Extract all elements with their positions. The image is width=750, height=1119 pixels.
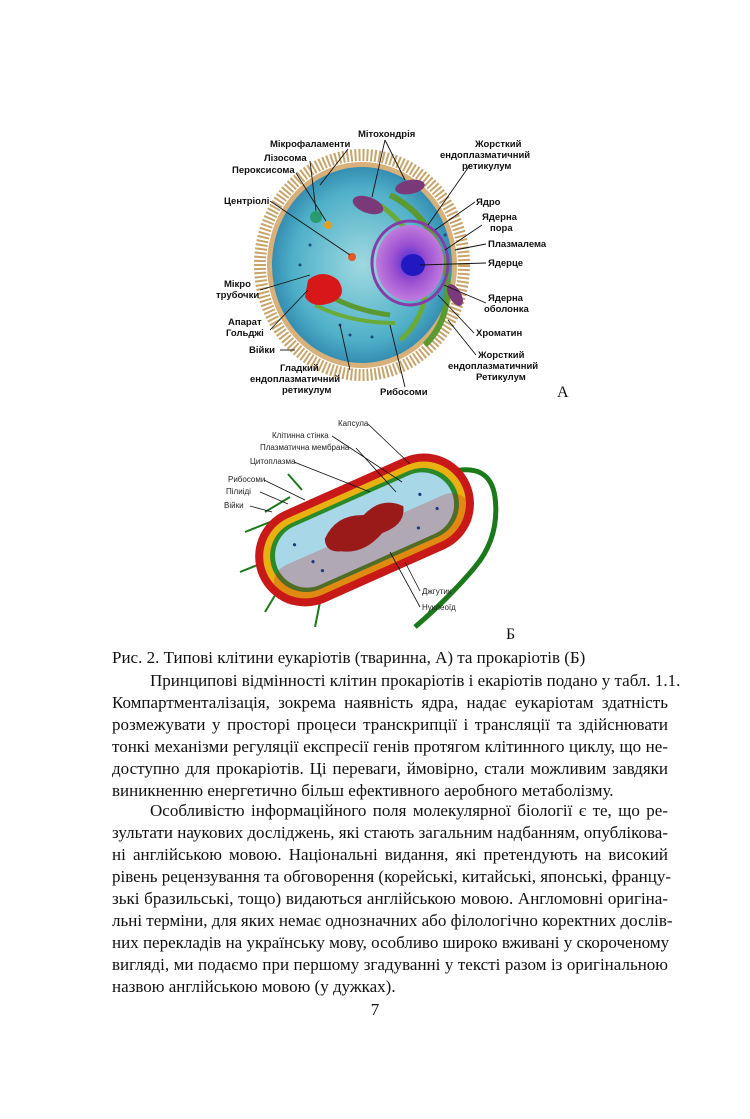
paragraph-2 [112,800,673,998]
label-dzhgutyk: Джгутик [422,587,452,596]
label-pilii: Пілиіді [226,487,251,496]
p1-line: Принципові відмінності клітин прокаріотів і екаріотів подано у табл. 1.1. [150,671,681,690]
label-klitynna-stinka: Клітинна стінка [272,431,329,440]
label-mitokhondriia: Мітохондрія [358,129,416,140]
label-gladkyi: Гладкий [280,363,319,374]
p2-line: назвою англійською мовою (у дужках). [112,977,396,996]
p2-line: Особливістю інформаційного поля молекулярної біології є те, що ре- [150,801,668,820]
label-zhorstkyi-bottom: Жорсткий [478,350,525,361]
p1-line: доступно для прокаріотів. Ці переваги, ймовірно, стали можливим завдяки [112,759,668,778]
page-number: 7 [370,1000,380,1019]
label-mikro: Мікро [224,279,251,290]
label-viiky: Війки [249,345,275,356]
label-rybosomy: Рибосоми [380,387,428,398]
label-kapsula: Капсула [338,419,369,428]
label-mikrofilamenty: Мікрофаламенти [270,139,351,150]
label-viiky-b: Війки [224,501,244,510]
label-zhorstkyi-top: Жорсткий [475,139,522,150]
label-zhorstkyi-top-er: ендоплазматичний [440,150,531,161]
p1-line: виникненню енергетично більш ефективного аеробного метаболізму. [112,781,614,800]
label-iaderna-obolonka: Ядерна [488,293,523,304]
label-gladkyi-er: ендоплазматичний [250,374,341,385]
peroxisome [324,221,332,229]
p1-line: розмежувати у просторі процеси транскрипції і трансляції та здійснювати [112,715,668,734]
p2-line: них перекладів на українську мову, особливо широко вживані у скороченому [112,933,670,952]
label-gladkyi-ret: ретикулум [282,385,332,396]
label-plazmatychna-membrana: Плазматична мембрана [260,443,350,452]
p2-line: рівень рецензування та обговорення (корейські, китайські, японські, францу- [112,867,672,886]
label-rybosomy-b: Рибосоми [228,475,266,484]
figure-a-letter: А [557,384,569,401]
label-zhorstkyi-bottom-ret: Ретикулум [476,372,526,383]
p2-line: зультати наукових досліджень, які стають загальним надбанням, опублікова- [112,823,668,842]
label-aparat: Апарат [228,317,262,328]
label-tsytoplazma: Цитоплазма [250,457,296,466]
label-trubochky: трубочки [216,290,260,301]
lysosome [310,211,322,223]
label-plazmalema: Плазмалема [488,239,547,250]
p2-line: льні терміни, для яких немає однозначних або філологічно коректних дослів- [112,911,673,930]
paragraph-1 [112,670,681,802]
label-iaderna-pora: Ядерна [482,212,517,223]
label-obolonka: оболонка [484,304,529,315]
label-iadro: Ядро [476,197,501,208]
figure-b-letter: Б [506,626,516,643]
p1-line: Компартменталізація, зокрема наявність ядра, надає еукаріотам здатність [112,693,668,712]
p1-line: тонкі механізми регуляції експресії генів протягом клітинного циклу, що не- [112,737,668,756]
label-iadertse: Ядерце [488,258,524,269]
label-khromatyn: Хроматин [476,328,523,339]
p2-line: зькі бразильські, тощо) видаються англійською мовою. Англомовні оригіна- [112,889,668,908]
p2-line: вигляді, ми подаємо при першому згадуванні у тексті разом із оригінальною [112,955,668,974]
label-zhorstkyi-bottom-er: ендоплазматичний [448,361,539,372]
label-peroksysoma: Пероксисома [232,165,295,176]
label-goldzhi: Гольджі [226,328,264,339]
figure-caption: Рис. 2. Типові клітини еукаріотів (тваринна, А) та прокаріотів (Б) [112,648,586,667]
label-tsentrioli: Центріолі [224,196,270,207]
label-nukleoid: Нуклеоїд [422,603,456,612]
eukaryotic-cell-figure [200,125,560,405]
p2-line: ні англійською мовою. Національні видання, які претендують на високий [112,845,668,864]
label-lizosoma: Лізосома [264,153,307,164]
prokaryotic-cell-figure [210,412,510,632]
label-zhorstkyi-top-ret: ретикулум [462,161,512,172]
label-pora: пора [490,223,513,234]
